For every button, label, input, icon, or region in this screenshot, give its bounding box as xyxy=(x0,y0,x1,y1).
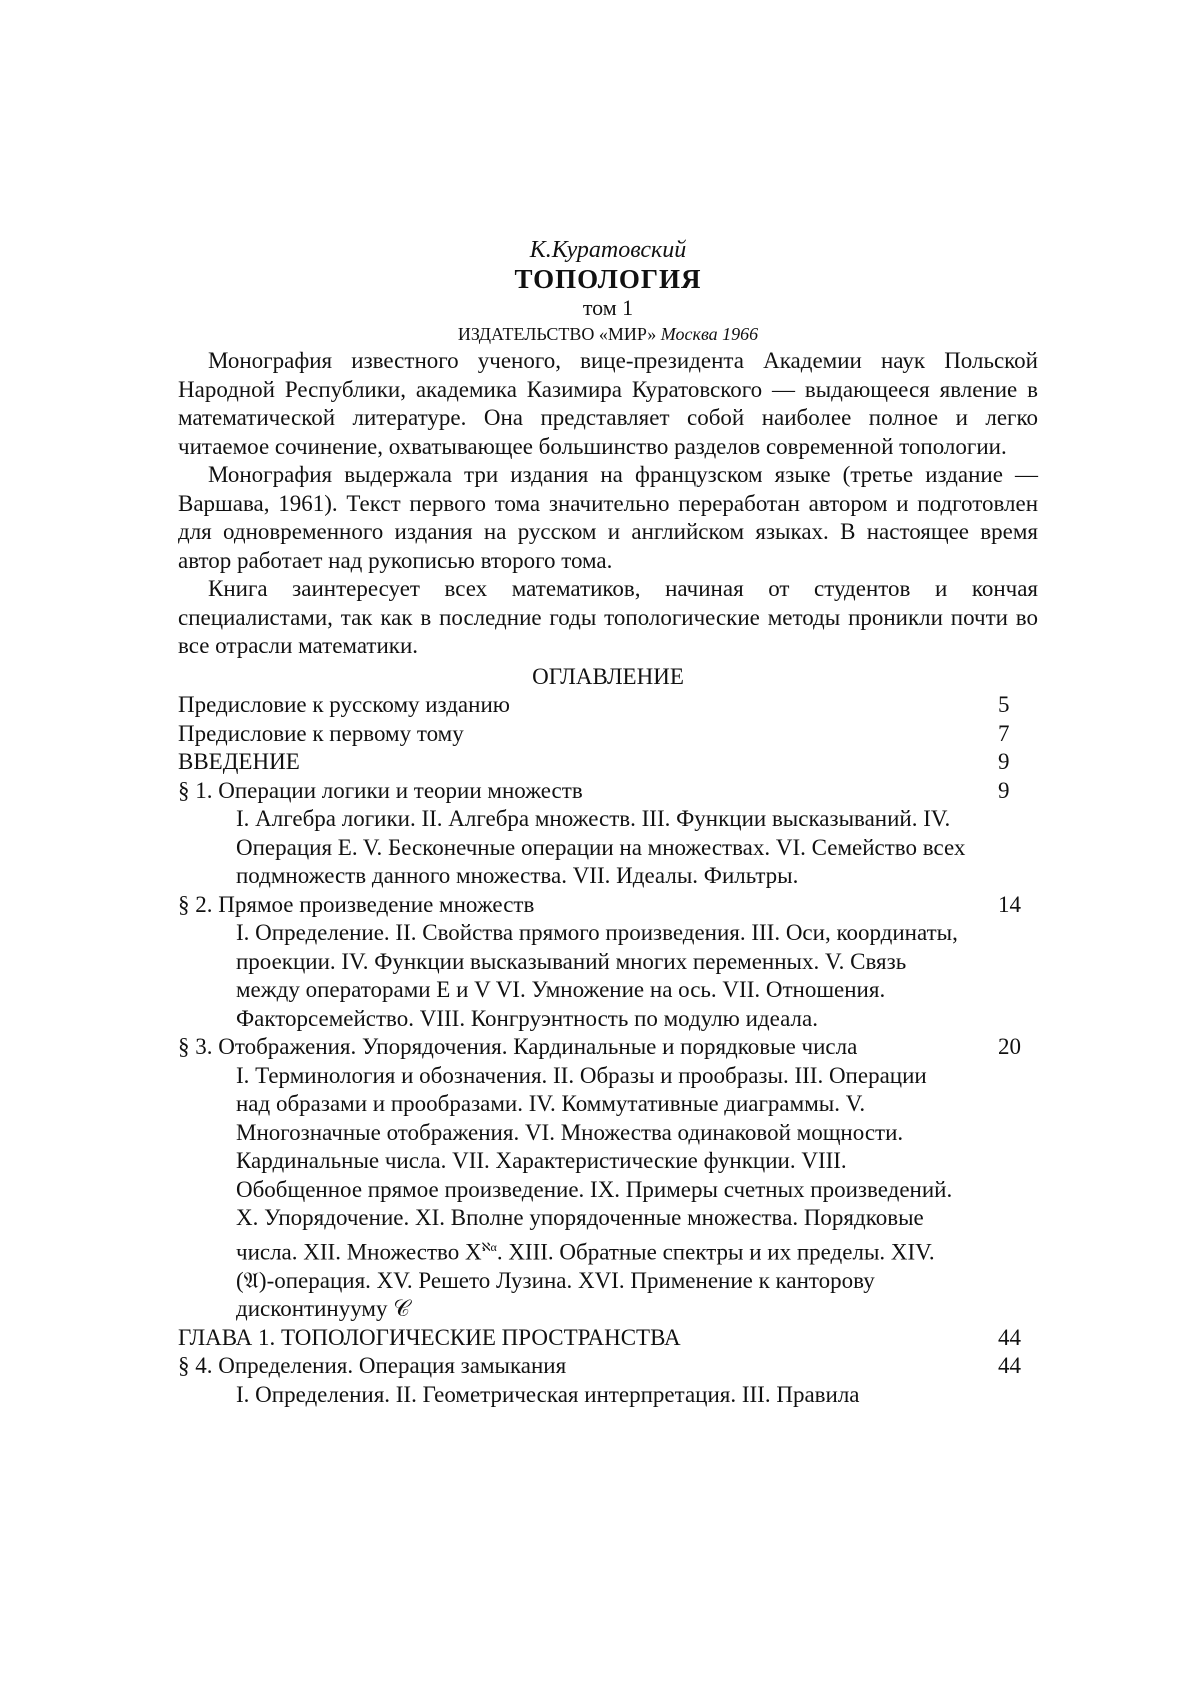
toc-entry-label: § 1. Операции логики и теории множеств xyxy=(178,777,998,806)
toc-entry-preface-first[interactable] xyxy=(178,720,1038,749)
toc-section-2-subtopics: I. Определение. II. Свойства прямого произведения. III. Оси, координаты, проекции. IV. Функции высказываний многих переменных. V. Связь между операторами E и V VI. Умножение на ось. VII. Отношения. Факторсемейство. VIII. Конгруэнтность по модулю идеала. xyxy=(178,919,966,1033)
toc-entry-section-1[interactable] xyxy=(178,777,1038,806)
toc-entry-intro[interactable] xyxy=(178,748,1038,777)
toc-heading: ОГЛАВЛЕНИЕ xyxy=(178,663,1038,692)
book-title: ТОПОЛОГИЯ xyxy=(178,264,1038,294)
toc-section-1-subtopics: I. Алгебра логики. II. Алгебра множеств. III. Функции высказываний. IV. Операция E. V. Бесконечные операции на множествах. VI. Семейство всех подмножеств данного множества. VII. Идеалы. Фильтры. xyxy=(178,805,966,891)
abstract-paragraph-2: Монография выдержала три издания на французском языке (третье издание — Варшава, 1961). Текст первого тома значительно переработан автором и подготовлен для одновременного издания на русском и английском языках. В настоящее время автор работает над рукописью второго тома. xyxy=(178,461,1038,575)
page-content xyxy=(178,236,1038,1409)
subtopics-text-part-1: I. Терминология и обозначения. II. Образы и прообразы. III. Операции над образами и прообразами. IV. Коммутативные диаграммы. V. Многозначные отображения. VI. Множества одинаковой мощности. Кардинальные числа. VII. Характеристические функции. VIII. Обобщенное прямое произведение. IX. Примеры счетных произведений. X. Упорядочение. XI. Вполне упорядоченные множества. Порядковые числа. XII. Множество X xyxy=(236,1063,952,1265)
toc-entry-label: § 4. Определения. Операция замыкания xyxy=(178,1352,998,1381)
toc-entry-label: Предисловие к первому тому xyxy=(178,720,998,749)
toc-entry-section-2[interactable] xyxy=(178,891,1038,920)
aleph-superscript: ℵα xyxy=(482,1240,497,1254)
table-of-contents xyxy=(178,691,1038,1409)
toc-page-number: 44 xyxy=(998,1324,1038,1353)
toc-page-number: 9 xyxy=(998,777,1038,806)
toc-entry-chapter-1[interactable] xyxy=(178,1324,1038,1353)
toc-section-4-subtopics: I. Определения. II. Геометрическая интерпретация. III. Правила xyxy=(178,1381,966,1410)
toc-section-3-subtopics xyxy=(178,1062,966,1324)
toc-page-number: 7 xyxy=(998,720,1038,749)
toc-entry-label: § 3. Отображения. Упорядочения. Кардинальные и порядковые числа xyxy=(178,1033,998,1062)
toc-page-number: 9 xyxy=(998,748,1038,777)
toc-entry-label: Предисловие к русскому изданию xyxy=(178,691,998,720)
toc-entry-preface-ru[interactable] xyxy=(178,691,1038,720)
toc-page-number: 44 xyxy=(998,1352,1038,1381)
toc-page-number: 5 xyxy=(998,691,1038,720)
publisher-name: ИЗДАТЕЛЬСТВО «МИР» xyxy=(458,324,656,344)
toc-entry-label: ВВЕДЕНИЕ xyxy=(178,748,998,777)
toc-entry-label: § 2. Прямое произведение множеств xyxy=(178,891,998,920)
abstract-paragraph-1: Монография известного ученого, вице-президента Академии наук Польской Народной Республики, академика Казимира Куратовского — выдающееся явление в математической литературе. Она представляет собой наиболее полное и легко читаемое сочинение, охватывающее большинство разделов современной топологии. xyxy=(178,347,1038,461)
volume-label: том 1 xyxy=(178,294,1038,321)
publisher-line xyxy=(178,321,1038,347)
city-year: Москва 1966 xyxy=(661,324,758,344)
toc-entry-label: ГЛАВА 1. ТОПОЛОГИЧЕСКИЕ ПРОСТРАНСТВА xyxy=(178,1324,998,1353)
abstract-paragraph-3: Книга заинтересует всех математиков, начиная от студентов и кончая специалистами, так как в последние годы топологические методы проникли почти во все отрасли математики. xyxy=(178,575,1038,661)
toc-entry-section-4[interactable] xyxy=(178,1352,1038,1381)
toc-page-number: 14 xyxy=(998,891,1038,920)
subtopics-text-part-2: . XIII. Обратные спектры и их пределы. XIV. (𝔄)-операция. XV. Решето Лузина. XVI. Применение к канторову дисконтинууму 𝒞 xyxy=(236,1239,935,1321)
author-name: К.Куратовский xyxy=(178,236,1038,264)
toc-page-number: 20 xyxy=(998,1033,1038,1062)
book-page xyxy=(0,0,1200,1698)
toc-entry-section-3[interactable] xyxy=(178,1033,1038,1062)
